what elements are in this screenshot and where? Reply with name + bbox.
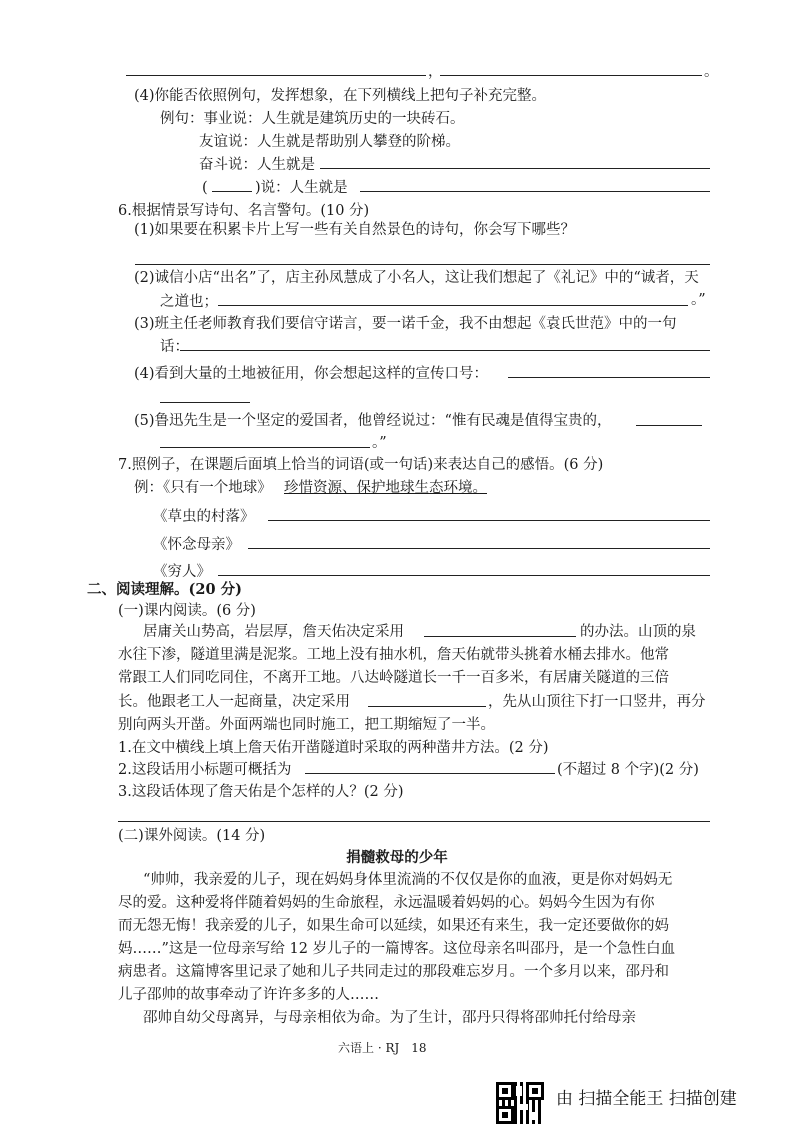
q6-p4: (4)看到大量的土地被征用，你会想起这样的宣传口号：	[134, 366, 489, 382]
q6-heading: 6.根据情景写诗句、名言警句。(10 分)	[118, 203, 370, 219]
answer-line[interactable]	[135, 264, 710, 265]
q4-example-1: 例句：事业说：人生就是建筑历史的一块砖石。	[160, 111, 465, 127]
q7-heading: 7.照例子，在课题后面填上恰当的词语(或一句话)来表达自己的感悟。(6 分)	[118, 457, 604, 473]
q7-title-2: 《怀念母亲》	[153, 537, 240, 553]
story-line: 儿子邵帅的故事牵动了许许多多的人……	[118, 987, 379, 1003]
passage-line: 的办法。山顶的泉	[580, 624, 696, 640]
story-line: 病患者。这篇博客里记录了她和儿子共同走过的那段难忘岁月。一个多月以来，邵丹和	[118, 964, 669, 980]
story-title: 捐髓救母的少年	[346, 849, 448, 866]
sub-question-2: 2.这段话用小标题可概括为	[118, 762, 292, 778]
answer-line[interactable]	[360, 191, 710, 192]
comma-mark: ，	[428, 64, 443, 80]
story-line: 妈……”这是一位母亲写给 12 岁儿子的一篇博客。这位母亲名叫邵丹，是一个急性白血	[118, 941, 676, 957]
passage-line: 居庸关山势高，岩层厚，詹天佑决定采用	[143, 624, 404, 640]
q7-example-title: 例：《只有一个地球》	[134, 480, 272, 496]
passage-line: 长。他跟老工人一起商量，决定采用	[118, 694, 350, 710]
story-line: 而无怨无悔！我亲爱的儿子，如果生命可以延续，如果还有来生，我一定还要做你的妈	[118, 918, 669, 934]
q6-p3a: (3)班主任老师教育我们要信守诺言，要一诺千金，我不由想起《袁氏世范》中的一句	[134, 316, 677, 332]
paren-blank[interactable]	[212, 191, 252, 192]
answer-line[interactable]	[160, 402, 250, 403]
answer-line[interactable]	[248, 548, 710, 549]
passage-line: 水往下渗，隧道里满是泥浆。工地上没有抽水机，詹天佑就带头挑着水桶去排水。他常	[118, 647, 669, 663]
answer-line[interactable]	[118, 821, 710, 822]
answer-line[interactable]	[424, 636, 576, 637]
scanner-watermark: 由 扫描全能王 扫描创建	[556, 1089, 737, 1109]
answer-line[interactable]	[508, 377, 710, 378]
q7-example-answer: 珍惜资源、保护地球生态环境。	[284, 480, 487, 496]
part-2-heading: (二)课外阅读。(14 分)	[118, 828, 266, 844]
q4-example-3: 奋斗说：人生就是	[199, 157, 315, 173]
q6-p5a: (5)鲁迅先生是一个坚定的爱国者，他曾经说过：“惟有民魂是值得宝贵的，	[134, 413, 612, 429]
q4-example-2: 友谊说：人生就是帮助别人攀登的阶梯。	[199, 134, 460, 150]
q4-intro: (4)你能否依照例句，发挥想象，在下列横线上把句子补充完整。	[134, 88, 547, 104]
answer-line[interactable]	[368, 706, 486, 707]
answer-line[interactable]	[305, 773, 555, 774]
period-mark: 。	[704, 64, 719, 80]
q6-p2b: 之道也；	[160, 294, 218, 310]
q7-title-3: 《穷人》	[153, 564, 211, 580]
answer-line[interactable]	[218, 575, 710, 576]
section-2-heading: 二、阅读理解。(20 分)	[87, 581, 242, 598]
sub-question-1: 1.在文中横线上填上詹天佑开凿隧道时采取的两种凿井方法。(2 分)	[118, 740, 549, 756]
answer-line[interactable]	[126, 75, 426, 76]
passage-line: ，先从山顶往下打一口竖井，再分	[488, 694, 706, 710]
part-1-heading: (一)课内阅读。(6 分)	[118, 603, 256, 619]
page-number: 六语上 · RJ 18	[338, 1041, 427, 1055]
answer-line[interactable]	[636, 425, 702, 426]
q6-p1: (1)如果要在积累卡片上写一些有关自然景色的诗句，你会写下哪些？	[134, 222, 576, 238]
story-line: 尽的爱。这种爱将伴随着妈妈的生命旅程，永远温暖着妈妈的心。妈妈今生因为有你	[118, 895, 655, 911]
qr-code-icon	[496, 1082, 544, 1124]
passage-line: 别向两头开凿。外面两端也同时施工，把工期缩短了一半。	[118, 717, 495, 733]
answer-line[interactable]	[160, 447, 370, 448]
passage-line: 常跟工人们同吃同住，不离开工地。八达岭隧道长一千一百多米，有居庸关隧道的三倍	[118, 670, 669, 686]
q7-title-1: 《草虫的村落》	[153, 509, 255, 525]
answer-line[interactable]	[268, 520, 710, 521]
q6-p2a: (2)诚信小店“出名”了，店主孙凤慧成了小名人，这让我们想起了《礼记》中的“诚者，天	[134, 270, 699, 286]
q4-paren-open: (	[202, 180, 208, 196]
q6-p2b-end: 。”	[691, 292, 706, 308]
answer-line[interactable]	[440, 75, 702, 76]
q6-p3b: 话：	[160, 339, 189, 355]
q6-p5b-end: 。”	[372, 435, 387, 451]
story-line: 邵帅自幼父母离异，与母亲相依为命。为了生计，邵丹只得将邵帅托付给母亲	[143, 1010, 636, 1026]
story-line: “帅帅，我亲爱的儿子，现在妈妈身体里流淌的不仅仅是你的血液，更是你对妈妈无	[143, 872, 673, 888]
sub-question-3: 3.这段话体现了詹天佑是个怎样的人？(2 分)	[118, 784, 404, 800]
answer-line[interactable]	[180, 350, 710, 351]
answer-line[interactable]	[320, 168, 710, 169]
q4-example-4: )说：人生就是	[255, 180, 348, 196]
sub-question-2-limit: (不超过 8 个字)(2 分)	[557, 762, 699, 778]
answer-line[interactable]	[218, 305, 688, 306]
